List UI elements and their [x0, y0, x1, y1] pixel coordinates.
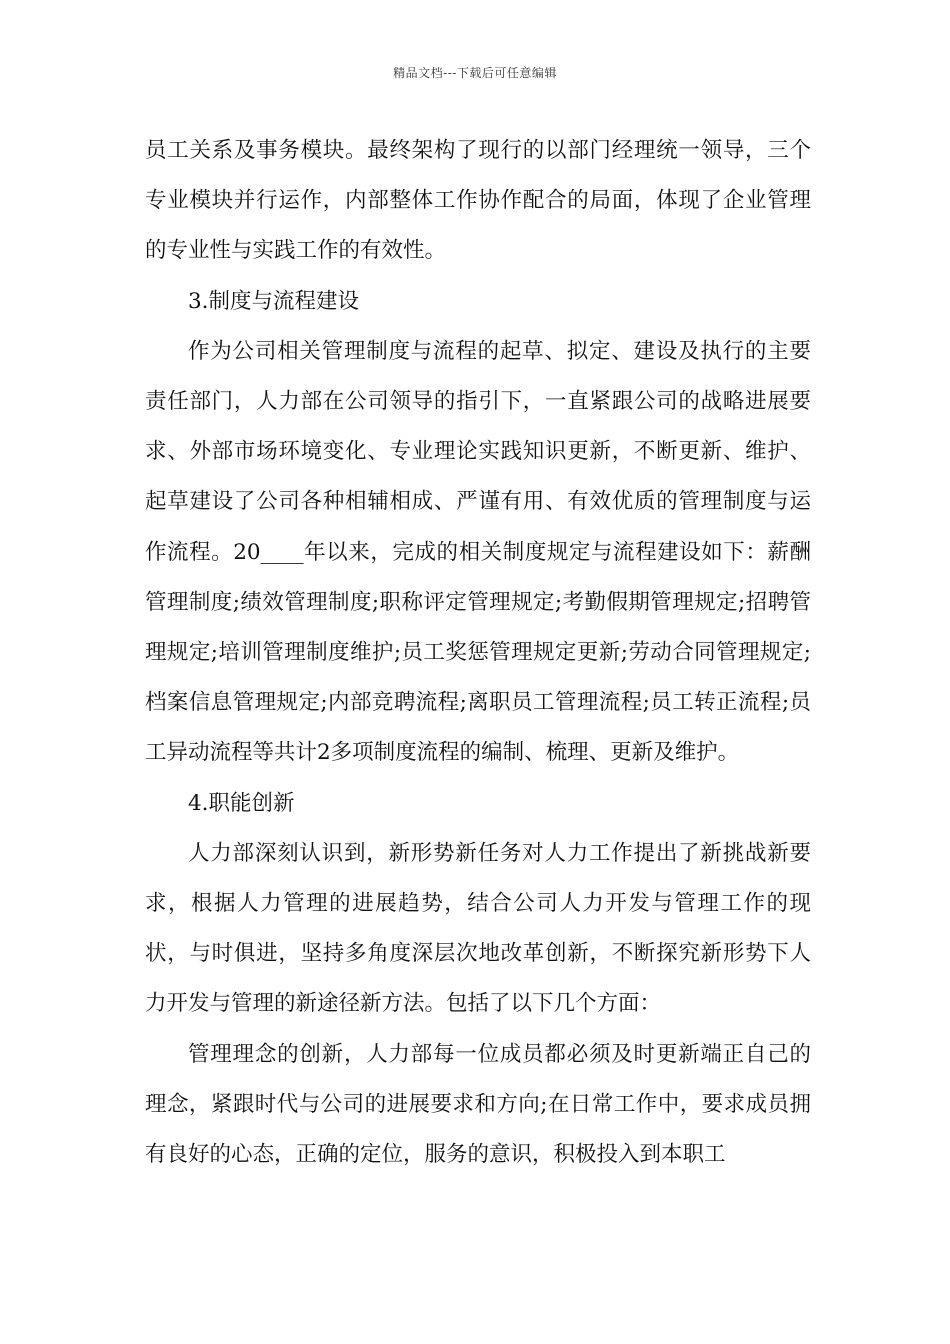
document-body: [145, 126, 811, 1180]
heading-function-innovation: 4.职能创新: [188, 790, 295, 816]
paragraph-function-innovation: 人力部深刻认识到，新形势新任务对人力工作提出了新挑战新要求，根据人力管理的进展趋势，结合公司人力开发与管理工作的现状，与时俱进，坚持多角度深层次地改革创新，不断探究新形势下人力开发与管理的新途径新方法。包括了以下几个方面：: [145, 840, 811, 1017]
paragraph-system-process: 作为公司相关管理制度与流程的起草、拟定、建设及执行的主要责任部门，人力部在公司领导的指引下，一直紧跟公司的战略进展要求、外部市场环境变化、专业理论实践知识更新，不断更新、维护、起草建设了公司各种相辅相成、严谨有用、有效优质的管理制度与运作流程。20____年以来，完成的相关制度规定与流程建设如下：薪酬管理制度;绩效管理制度;职称评定管理规定;考勤假期管理规定;招聘管理规定;培训管理制度维护;员工奖惩管理规定更新;劳动合同管理规定;档案信息管理规定;内部竞聘流程;离职员工管理流程;员工转正流程;员工异动流程等共计2多项制度流程的编制、梳理、更新及维护。: [145, 338, 811, 766]
heading-system-process: 3.制度与流程建设: [188, 288, 360, 314]
paragraph-management-concept: 管理理念的创新，人力部每一位成员都必须及时更新端正自己的理念，紧跟时代与公司的进展要求和方向;在日常工作中，要求成员拥有良好的心态，正确的定位，服务的意识，积极投入到本职工: [145, 1041, 811, 1168]
page-header: 精品文档---下载后可任意编辑: [393, 66, 557, 80]
paragraph-org-structure: 员工关系及事务模块。最终架构了现行的以部门经理统一领导，三个专业模块并行运作，内部整体工作协作配合的局面，体现了企业管理的专业性与实践工作的有效性。: [145, 138, 811, 264]
